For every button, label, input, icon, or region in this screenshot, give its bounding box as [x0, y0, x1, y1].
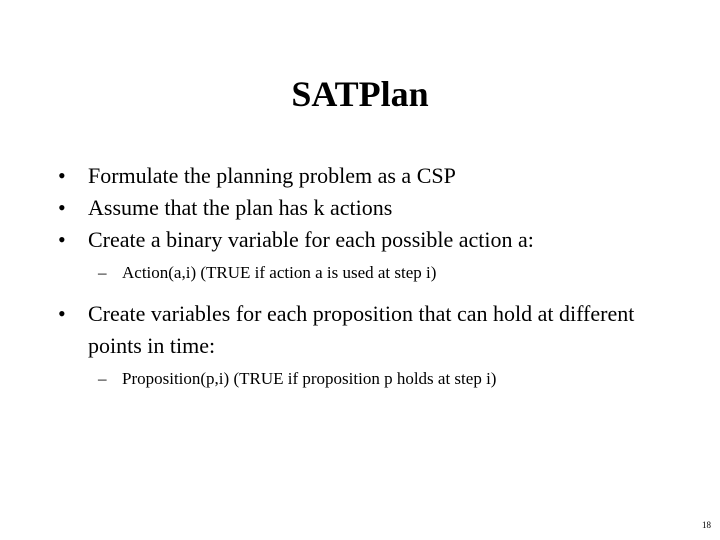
bullet-marker: •	[58, 163, 66, 188]
bullet-text: Formulate the planning problem as a CSP	[88, 163, 456, 188]
sub-bullet-item	[58, 260, 678, 286]
bullet-text: Create a binary variable for each possible action a:	[88, 227, 534, 252]
bullet-marker: •	[58, 301, 66, 326]
bullet-text: Create variables for each proposition that can hold at different points in time:	[88, 301, 635, 358]
bullet-marker: •	[58, 195, 66, 220]
bullet-marker: •	[58, 227, 66, 252]
sub-bullet-text: Proposition(p,i) (TRUE if proposition p holds at step i)	[122, 369, 497, 388]
sub-bullet-marker: –	[98, 263, 107, 282]
bullet-list	[58, 160, 678, 404]
bullet-item	[58, 224, 678, 256]
slide-title: SATPlan	[291, 74, 429, 114]
bullet-text: Assume that the plan has k actions	[88, 195, 393, 220]
bullet-item	[58, 298, 678, 362]
sub-bullet-item	[58, 366, 678, 392]
sub-bullet-marker: –	[98, 369, 107, 388]
sub-bullet-text: Action(a,i) (TRUE if action a is used at step i)	[122, 263, 437, 282]
bullet-item	[58, 192, 678, 224]
bullet-item	[58, 160, 678, 192]
page-number: 18	[702, 520, 711, 530]
